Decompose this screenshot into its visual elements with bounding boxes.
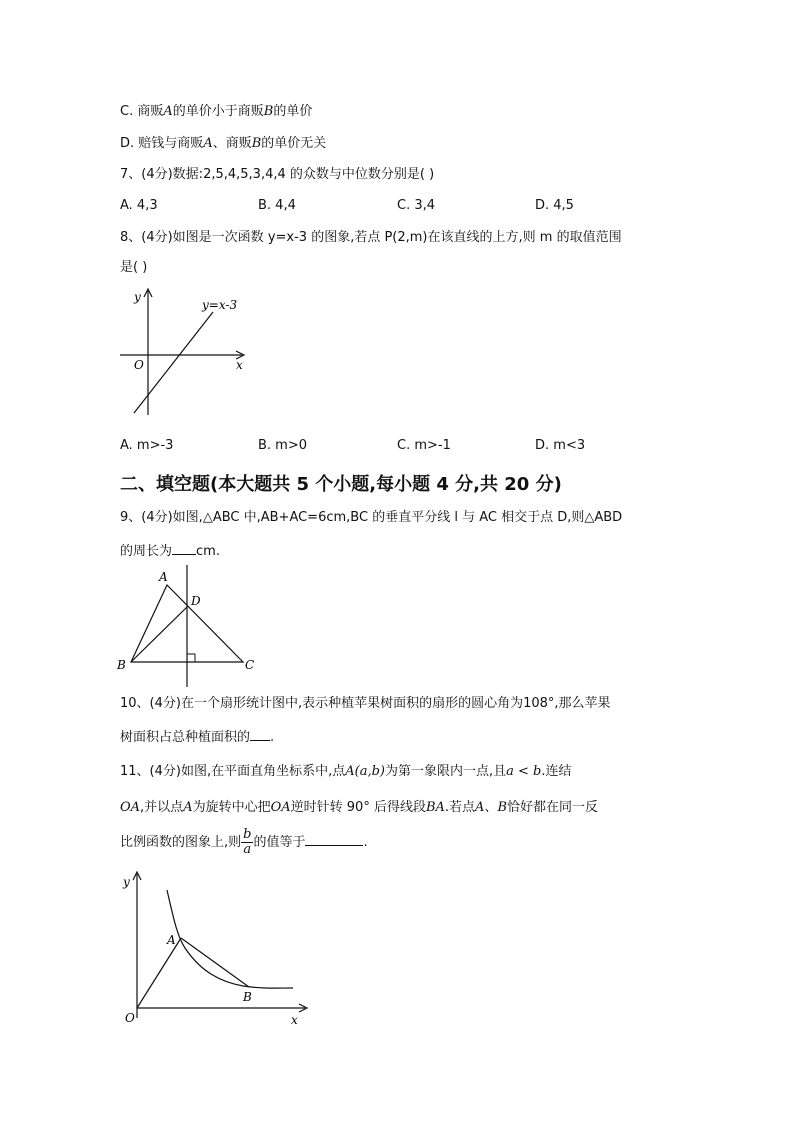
option-text: 的单价无关 <box>261 136 327 151</box>
q7-option-c: C. 3,4 <box>397 198 436 213</box>
x-label: x <box>291 1013 298 1027</box>
option-text: 赔钱与商贩 <box>138 136 204 151</box>
label-a: A <box>159 570 168 584</box>
q8-stem-line2: 是( ) <box>120 260 148 275</box>
answer-blank[interactable] <box>305 831 363 846</box>
text: ,并以点 <box>140 800 184 815</box>
q11-stem-line3 <box>120 826 368 860</box>
text: 逆时针转 90° 后得线段 <box>290 800 426 815</box>
segment-ab <box>181 938 249 987</box>
q11-stem-line1 <box>120 762 572 782</box>
var-a: A <box>203 136 213 151</box>
text: 的周长为 <box>120 544 173 559</box>
text: 为第一象限内一点,且 <box>384 764 507 779</box>
segment-oa: OA <box>270 800 291 815</box>
text: .连结 <box>541 764 572 779</box>
option-text: 的单价 <box>273 104 313 119</box>
text: 为旋转中心把 <box>192 800 271 815</box>
segment-oa <box>137 938 181 1008</box>
q8-graph <box>110 285 260 420</box>
q11-graph <box>115 868 310 1028</box>
option-letter: D. <box>120 136 135 151</box>
label-c: C <box>245 658 255 672</box>
q9-figure <box>115 565 260 690</box>
q6-option-c <box>120 102 312 122</box>
label-d: D <box>191 594 201 608</box>
text: . <box>270 730 275 745</box>
segment-bd <box>131 607 187 662</box>
text: 11、(4分)如图,在平面直角坐标系中,点 <box>120 764 346 779</box>
segment-oa: OA <box>120 800 141 815</box>
answer-blank[interactable] <box>172 540 196 555</box>
q8-option-c: C. m>-1 <box>397 438 451 453</box>
point-a: A(a,b) <box>345 764 385 779</box>
text: 比例函数的图象上,则 <box>120 835 242 850</box>
right-angle-mark <box>187 654 195 662</box>
fraction-b-over-a <box>241 828 253 857</box>
q6-option-d <box>120 134 326 154</box>
condition: a < b <box>506 764 542 779</box>
q7-option-b: B. 4,4 <box>258 198 296 213</box>
point-a: A <box>475 800 485 815</box>
function-line <box>134 312 213 413</box>
point-a: A <box>183 800 193 815</box>
q10-stem-line1: 10、(4分)在一个扇形统计图中,表示种植苹果树面积的扇形的圆心角为108°,那么苹果 <box>120 696 611 711</box>
answer-blank[interactable] <box>250 726 270 741</box>
text: 恰好都在同一反 <box>507 800 599 815</box>
label-b: B <box>243 990 252 1004</box>
text: 的值等于 <box>253 835 306 850</box>
x-label: x <box>236 358 243 372</box>
q7-stem: 7、(4分)数据:2,5,4,5,3,4,4 的众数与中位数分别是( ) <box>120 167 435 182</box>
q11-stem-line2 <box>120 798 598 818</box>
text: . <box>363 835 368 850</box>
q7-option-a: A. 4,3 <box>120 198 158 213</box>
numerator: b <box>243 827 252 842</box>
origin-label: O <box>125 1011 135 1025</box>
option-text: 商贩 <box>137 104 164 119</box>
y-label: y <box>134 290 141 304</box>
section-title: 二、填空题(本大题共 5 个小题,每小题 4 分,共 20 分) <box>120 474 562 495</box>
y-label: y <box>123 875 130 889</box>
point-b: B <box>497 800 508 815</box>
var-b: B <box>263 104 274 119</box>
segment-ba: BA <box>425 800 445 815</box>
label-b: B <box>117 658 126 672</box>
q8-option-d: D. m<3 <box>535 438 586 453</box>
text: 、 <box>484 800 498 815</box>
denominator: a <box>243 842 252 857</box>
option-text: 的单价小于商贩 <box>172 104 264 119</box>
text: cm. <box>196 544 220 559</box>
q9-stem-line2 <box>120 540 220 562</box>
var-a: A <box>163 104 173 119</box>
q9-stem-line1: 9、(4分)如图,△ABC 中,AB+AC=6cm,BC 的垂直平分线 l 与 AC 相交于点 D,则△ABD <box>120 510 623 525</box>
q10-stem-line2 <box>120 726 274 748</box>
origin-label: O <box>134 358 144 372</box>
line-label: y=x-3 <box>202 298 238 312</box>
text: 树面积占总种植面积的 <box>120 730 251 745</box>
text: .若点 <box>444 800 476 815</box>
q8-stem-line1: 8、(4分)如图是一次函数 y=x-3 的图象,若点 P(2,m)在该直线的上方,则 m 的取值范围 <box>120 230 622 245</box>
option-text: 、商贩 <box>212 136 252 151</box>
label-a: A <box>167 933 176 947</box>
q8-option-b: B. m>0 <box>258 438 308 453</box>
q7-option-d: D. 4,5 <box>535 198 574 213</box>
option-letter: C. <box>120 104 134 119</box>
q8-option-a: A. m>-3 <box>120 438 174 453</box>
var-b: B <box>251 136 262 151</box>
